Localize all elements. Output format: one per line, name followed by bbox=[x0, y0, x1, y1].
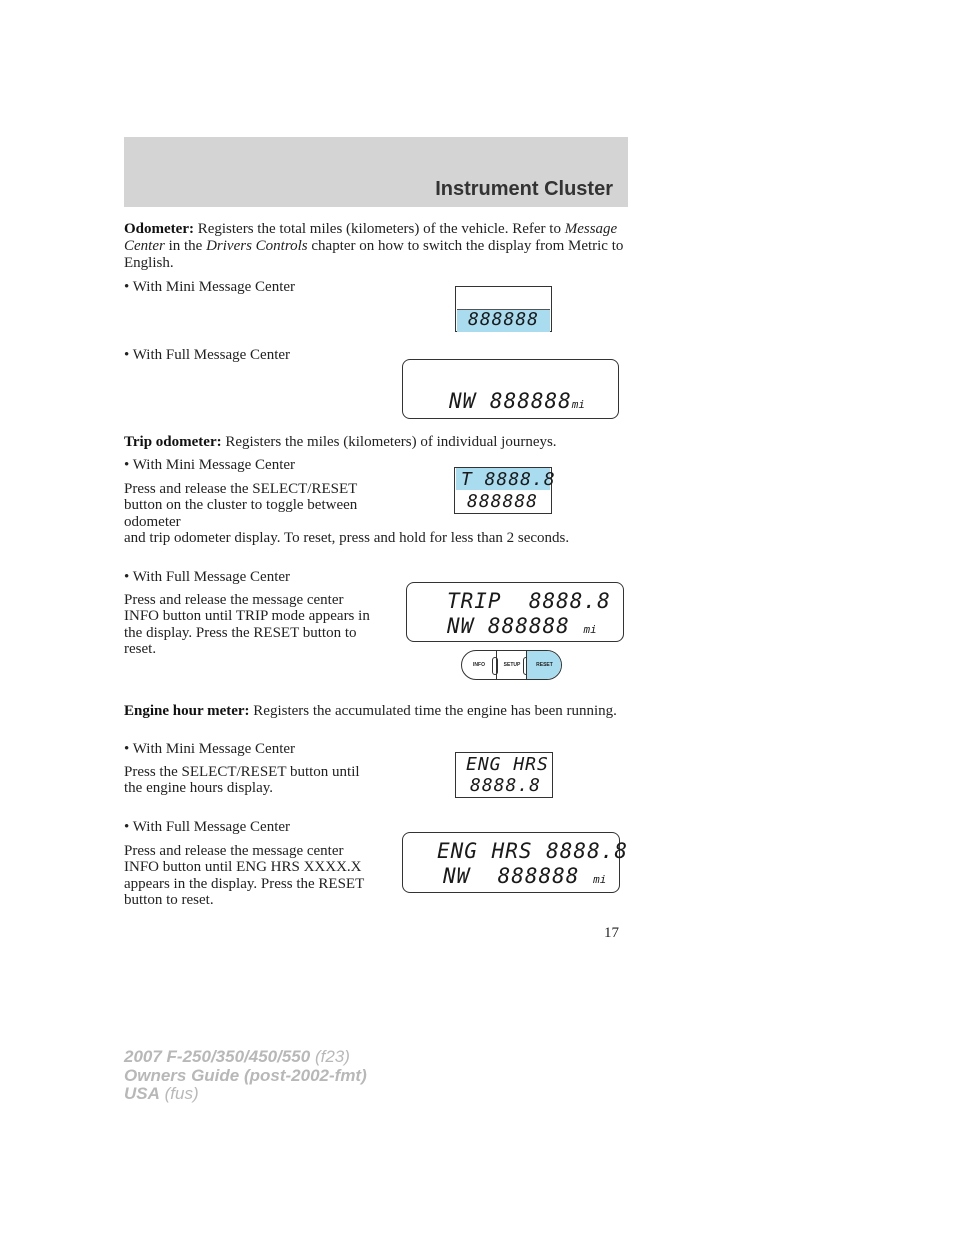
odometer-full-display bbox=[402, 359, 619, 419]
trip-full-line2 bbox=[447, 613, 623, 643]
footer-line-2: Owners Guide (post-2002-fmt) bbox=[124, 1065, 367, 1085]
reset-button[interactable] bbox=[526, 651, 562, 679]
engine-full-unit: mi bbox=[593, 873, 607, 886]
odometer-full-value: NW 888888 bbox=[449, 389, 572, 413]
footer-model-code: (f23) bbox=[310, 1047, 350, 1066]
trip-full-value: NW 888888 bbox=[447, 614, 570, 638]
odometer-bullet-full: • With Full Message Center bbox=[124, 347, 291, 363]
odometer-text-c: chapter on how to switch the display from Metric to English. bbox=[124, 238, 624, 271]
footer-line-3 bbox=[124, 1085, 367, 1104]
engine-full-desc: Press and release the message center INFO button until ENG HRS XXXX.X appears in the display. Press the RESET button to reset. bbox=[124, 843, 364, 908]
engine-label: Engine hour meter: bbox=[124, 703, 250, 719]
message-center-ref: Message Center bbox=[124, 221, 618, 254]
page-number: 17 bbox=[604, 925, 619, 941]
trip-bullet-mini: • With Mini Message Center bbox=[124, 457, 296, 473]
trip-full-desc: Press and release the message center INFO button until TRIP mode appears in the display. Press the RESET button to reset. bbox=[124, 592, 370, 657]
message-center-buttons bbox=[461, 650, 562, 680]
footer-region: USA bbox=[124, 1084, 160, 1103]
engine-full-display bbox=[402, 832, 629, 893]
engine-bullet-full: • With Full Message Center bbox=[124, 819, 291, 835]
footer-model: 2007 F-250/350/450/550 bbox=[124, 1047, 311, 1066]
odometer-text-a: Registers the total miles (kilometers) of the vehicle. Refer to bbox=[193, 221, 565, 237]
odometer-bullet-mini: • With Mini Message Center bbox=[124, 279, 296, 295]
info-button[interactable] bbox=[462, 651, 496, 679]
engine-paragraph bbox=[124, 703, 628, 720]
trip-paragraph bbox=[124, 434, 628, 451]
section-title: Instrument Cluster bbox=[435, 178, 613, 200]
odometer-mini-value: 888888 bbox=[468, 309, 540, 330]
reset-button-label: RESET bbox=[536, 662, 553, 668]
engine-full-value: NW 888888 bbox=[443, 864, 580, 888]
trip-text: Registers the miles (kilometers) of individual journeys. bbox=[221, 434, 557, 450]
info-button-label: INFO bbox=[473, 662, 485, 668]
engine-mini-line2: 8888.8 bbox=[470, 775, 542, 796]
trip-full-unit: mi bbox=[583, 623, 597, 636]
trip-full-line1: TRIP 8888.8 bbox=[447, 589, 611, 613]
odometer-paragraph bbox=[124, 221, 628, 272]
odometer-text-b: in the bbox=[164, 238, 207, 254]
footer-line-1 bbox=[124, 1048, 367, 1067]
footer-region-code: (fus) bbox=[159, 1084, 199, 1103]
odometer-label: Odometer: bbox=[124, 221, 194, 237]
engine-bullet-mini: • With Mini Message Center bbox=[124, 741, 296, 757]
drivers-controls-ref: Drivers Controls bbox=[206, 238, 308, 254]
engine-full-line1: ENG HRS 8888.8 bbox=[437, 839, 629, 863]
trip-mini-display bbox=[454, 467, 556, 514]
engine-full-line2 bbox=[443, 863, 619, 893]
engine-mini-desc: Press the SELECT/RESET button until the engine hours display. bbox=[124, 764, 360, 797]
trip-label: Trip odometer: bbox=[124, 434, 222, 450]
odometer-mini-display bbox=[455, 286, 552, 332]
trip-mini-desc-a: Press and release the SELECT/RESET button on the cluster to toggle between odometer bbox=[124, 481, 358, 530]
engine-text: Registers the accumulated time the engine has been running. bbox=[249, 703, 617, 719]
setup-button-label: SETUP bbox=[503, 662, 521, 668]
trip-mini-line2: 888888 bbox=[467, 491, 539, 512]
trip-bullet-full: • With Full Message Center bbox=[124, 569, 291, 585]
document-footer bbox=[124, 1048, 367, 1104]
trip-mini-desc-b: and trip odometer display. To reset, press and hold for less than 2 seconds. bbox=[124, 530, 570, 546]
engine-mini-line1: ENG HRS bbox=[466, 754, 549, 775]
odometer-full-unit: mi bbox=[571, 398, 586, 411]
trip-full-display bbox=[406, 582, 624, 642]
trip-mini-line1: T 8888.8 bbox=[461, 469, 556, 490]
section-header bbox=[124, 137, 628, 207]
odometer-full-line bbox=[449, 388, 618, 418]
engine-mini-display bbox=[455, 752, 553, 798]
